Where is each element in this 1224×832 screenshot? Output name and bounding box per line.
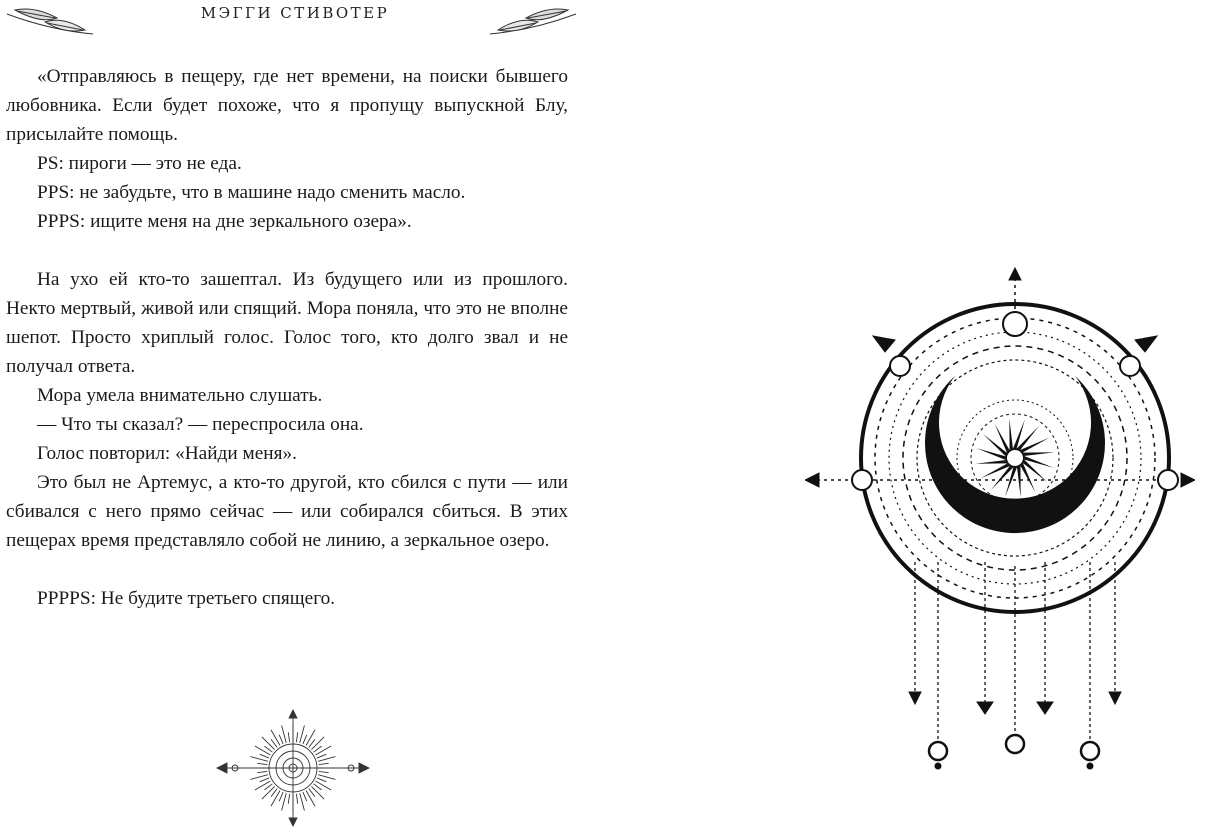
leaf-icon <box>488 4 578 40</box>
sun-ray <box>306 791 315 807</box>
sun-ray <box>311 786 324 799</box>
sun-ray <box>314 784 322 790</box>
paragraph-gap <box>6 555 568 584</box>
sun-ray <box>271 730 280 746</box>
sun-ray <box>262 786 275 799</box>
sun-ray <box>271 789 277 797</box>
sun-ray <box>309 789 315 797</box>
sun-ray <box>271 739 277 747</box>
paragraph: На ухо ей кто-то зашептал. Из будущего или из прошлого. Некто мертвый, живой или спящий. Мора поняла, что это не вполне шепот. Просто хриплый голос. Голос того, кто долго звал и не получал ответа. <box>6 269 568 377</box>
sun-ray <box>264 784 272 790</box>
sun-ray <box>318 775 335 780</box>
sun-spike <box>983 434 1007 456</box>
sun-ray <box>279 792 283 801</box>
paragraph: PPS: не забудьте, что в машине надо сменить масло. <box>37 182 466 203</box>
sun-ray <box>257 771 267 772</box>
sun-spike <box>981 464 1010 479</box>
sun-ray <box>250 757 267 762</box>
paragraph: PPPPS: Не будите третьего спящего. <box>37 588 336 609</box>
sun-spike <box>1009 418 1013 449</box>
sun-ray <box>288 794 289 804</box>
sun-ray <box>317 754 326 758</box>
paragraph: Мора умела внимательно слушать. <box>37 385 323 406</box>
sun-ray <box>319 763 329 764</box>
sun-ray <box>279 735 283 744</box>
sun-ray <box>303 792 307 801</box>
sun-spike <box>991 466 1013 490</box>
sun-spike <box>1017 426 1039 450</box>
sun-ray <box>319 771 329 772</box>
sun-spike <box>1023 460 1047 482</box>
sun-ray <box>264 746 272 752</box>
sun-burst-icon <box>213 708 373 832</box>
sun-spike <box>1017 466 1021 497</box>
left-page <box>0 0 600 832</box>
sun-ray <box>282 725 287 742</box>
sun-ray <box>282 793 287 810</box>
sun-spike <box>1023 452 1054 456</box>
sun-ray <box>316 781 332 790</box>
sun-ray <box>296 794 297 804</box>
paragraph: «Отправляюсь в пещеру, где нет времени, на поиски бывшего любовника. Если будет похоже, что я пропущу выпускной Блу, присылайте помощь. <box>6 66 568 145</box>
sun-ray <box>300 793 305 810</box>
sun-ray <box>260 778 269 782</box>
paragraph: — Что ты сказал? — переспросила она. <box>37 414 364 435</box>
sun-ray <box>317 778 326 782</box>
sun-ray <box>288 732 289 742</box>
sun-spike <box>1021 438 1050 453</box>
sun-ray <box>318 757 335 762</box>
sun-ray <box>271 791 280 807</box>
sun-spike <box>1021 464 1036 493</box>
leaf-icon <box>5 4 95 40</box>
sun-ray <box>260 754 269 758</box>
sun-ray <box>262 737 275 750</box>
running-head: МЭГГИ СТИВОТЕР <box>200 4 390 22</box>
sun-ray <box>300 725 305 742</box>
sun-ray <box>250 775 267 780</box>
paragraph: Это был не Артемус, а кто-то другой, кто сбился с пути — или сбивался с него прямо сейчас — или собирался сбиться. В этих пещерах время представляло собой не линию, а зеркальное озеро. <box>6 472 568 551</box>
sun-ray <box>296 732 297 742</box>
sun-ray <box>255 781 271 790</box>
paragraph: PPPS: ищите меня на дне зеркального озера». <box>37 211 412 232</box>
sun-ray <box>306 730 315 746</box>
sun-spike <box>975 460 1006 464</box>
sun-ray <box>309 739 315 747</box>
dreamcatcher-moon-icon <box>805 266 1195 776</box>
right-page <box>600 0 1224 832</box>
paragraph-gap <box>6 236 568 265</box>
paragraph: PS: пироги — это не еда. <box>37 153 242 174</box>
body-text <box>6 62 568 613</box>
sun-ray <box>255 746 271 755</box>
sun-ray <box>316 746 332 755</box>
sun-spike <box>995 424 1010 453</box>
sun-ray <box>311 737 324 750</box>
sun-ray <box>303 735 307 744</box>
sun-ray <box>314 746 322 752</box>
paragraph: Голос повторил: «Найди меня». <box>37 443 297 464</box>
sun-ray <box>257 763 267 764</box>
